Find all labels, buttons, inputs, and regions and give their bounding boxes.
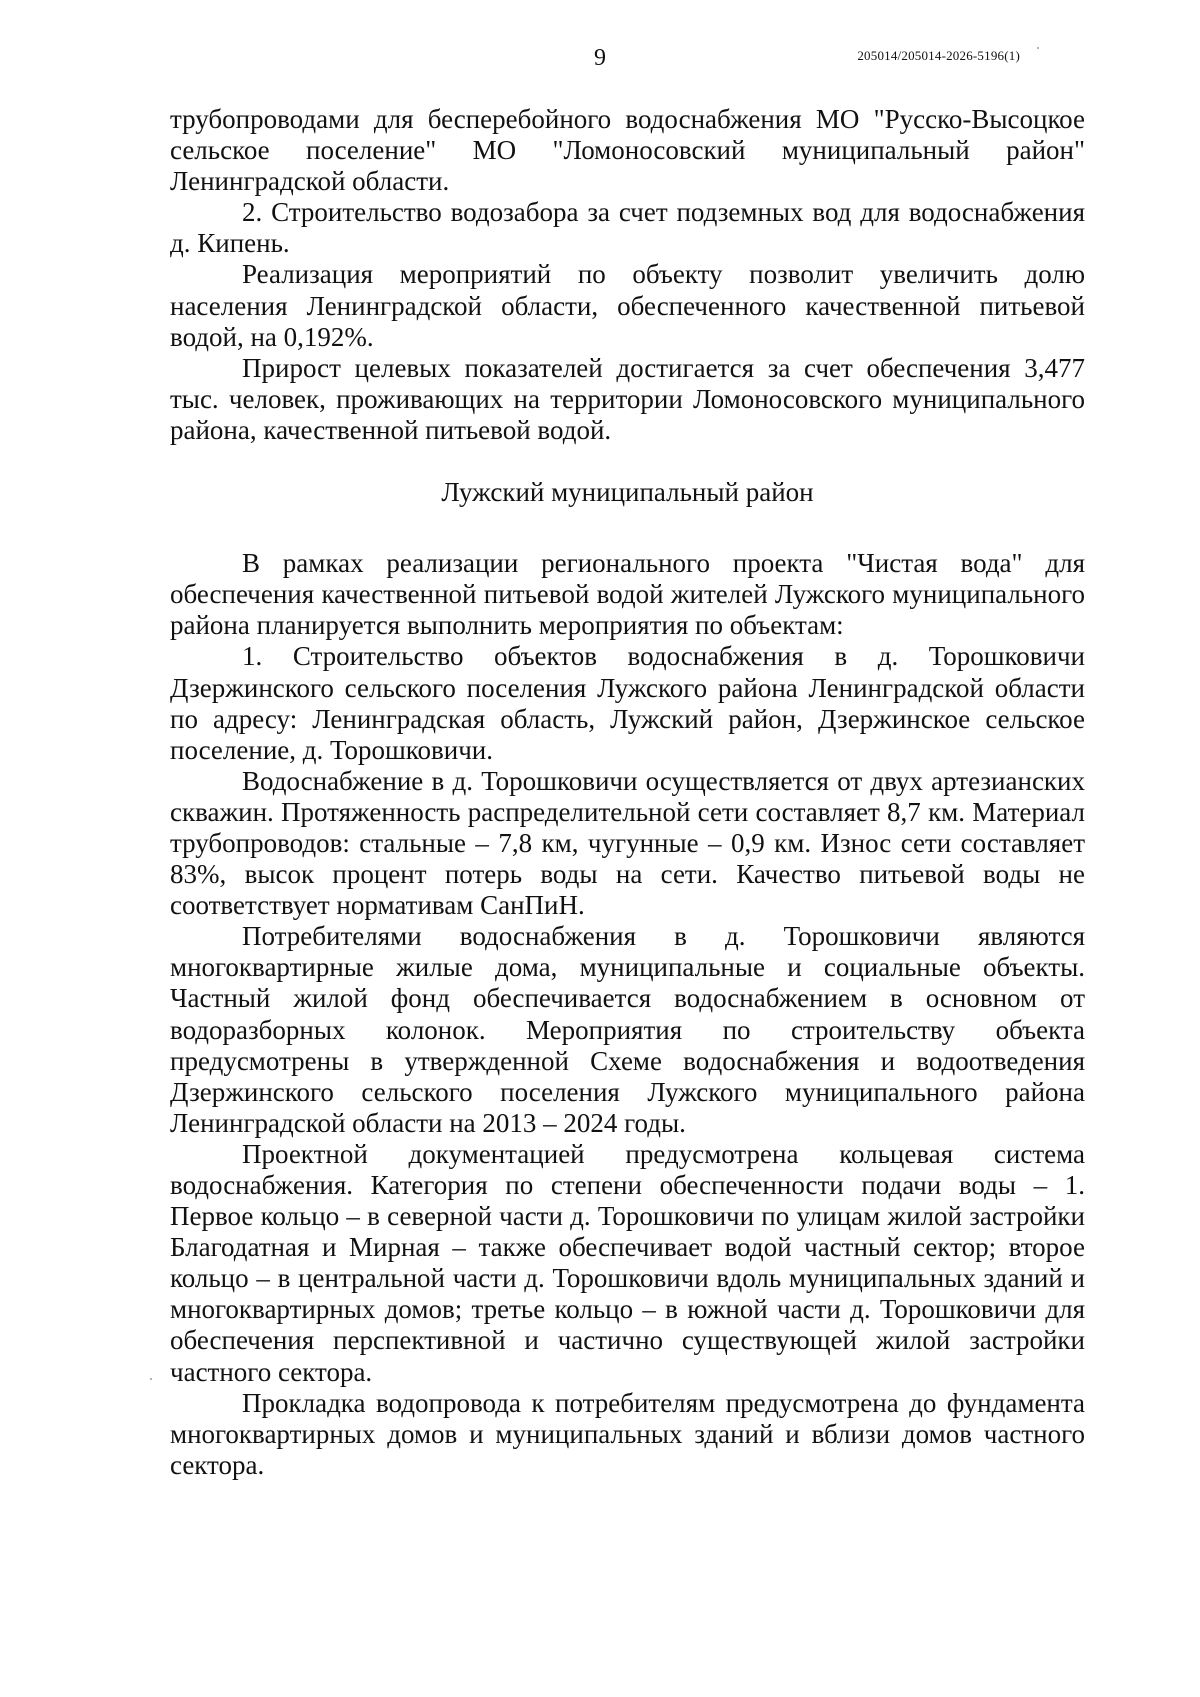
paragraph-pipeline-laying: Прокладка водопровода к потребителям предусмотрена до фундамента многоквартирных домов и муниципальных зданий и вблизи домов частного сектора.	[170, 1387, 1085, 1480]
scan-speck	[150, 1378, 152, 1380]
paragraph-ring-system: Проектной документацией предусмотрена кольцевая система водоснабжения. Категория по степени обеспеченности подачи воды – 1. Первое кольцо – в северной части д. Торошковичи по улицам жилой застройки Благодатная и Мирная – также обеспечивает водой частный сектор; второе кольцо – в центральной части д. Торошковичи вдоль муниципальных зданий и многоквартирных домов; третье кольцо – в южной части д. Торошковичи для обеспечения перспективной и частично существующей жилой застройки частного сектора.	[170, 1138, 1085, 1387]
paragraph-item-1: 1. Строительство объектов водоснабжения в д. Торошковичи Дзержинского сельского поселения Лужского района Ленинградской области по адресу: Ленинградская область, Лужский район, Дзержинское сельское поселение, д. Торошковичи.	[170, 641, 1085, 765]
section-heading: Лужский муниципальный район	[441, 477, 814, 508]
paragraph-project-intro: В рамках реализации регионального проекта "Чистая вода" для обеспечения качественной питьевой водой жителей Лужского муниципального района планируется выполнить мероприятия по объектам:	[170, 548, 1085, 641]
paragraph-continuation: трубопроводами для бесперебойного водоснабжения МО "Русско-Высоцкое сельское поселение" МО "Ломоносовский муниципальный район" Ленинградской области.	[170, 104, 1085, 197]
page-number: 9	[594, 45, 606, 71]
paragraph-item-2: 2. Строительство водозабора за счет подземных вод для водоснабжения д. Кипень.	[170, 197, 1085, 259]
document-body	[170, 104, 1085, 1481]
scan-speck	[1037, 47, 1039, 49]
paragraph-implementation: Реализация мероприятий по объекту позволит увеличить долю населения Ленинградской области, обеспеченного качественной питьевой водой, на 0,192%.	[170, 259, 1085, 352]
paragraph-consumers: Потребителями водоснабжения в д. Торошковичи являются многоквартирные жилые дома, муниципальные и социальные объекты. Частный жилой фонд обеспечивается водоснабжением в основном от водоразборных колонок. Мероприятия по строительству объекта предусмотрены в утвержденной Схеме водоснабжения и водоотведения Дзержинского сельского поселения Лужского муниципального района Ленинградской области на 2013 – 2024 годы.	[170, 921, 1085, 1138]
paragraph-indicator-growth: Прирост целевых показателей достигается за счет обеспечения 3,477 тыс. человек, проживающих на территории Ломоносовского муниципального района, качественной питьевой водой.	[170, 352, 1085, 445]
document-id: 205014/205014-2026-5196(1)	[857, 48, 1020, 63]
paragraph-water-supply-state: Водоснабжение в д. Торошковичи осуществляется от двух артезианских скважин. Протяженность распределительной сети составляет 8,7 км. Материал трубопроводов: стальные – 7,8 км, чугунные – 0,9 км. Износ сети составляет 83%, высок процент потерь воды на сети. Качество питьевой воды не соответствует нормативам СанПиН.	[170, 765, 1085, 921]
